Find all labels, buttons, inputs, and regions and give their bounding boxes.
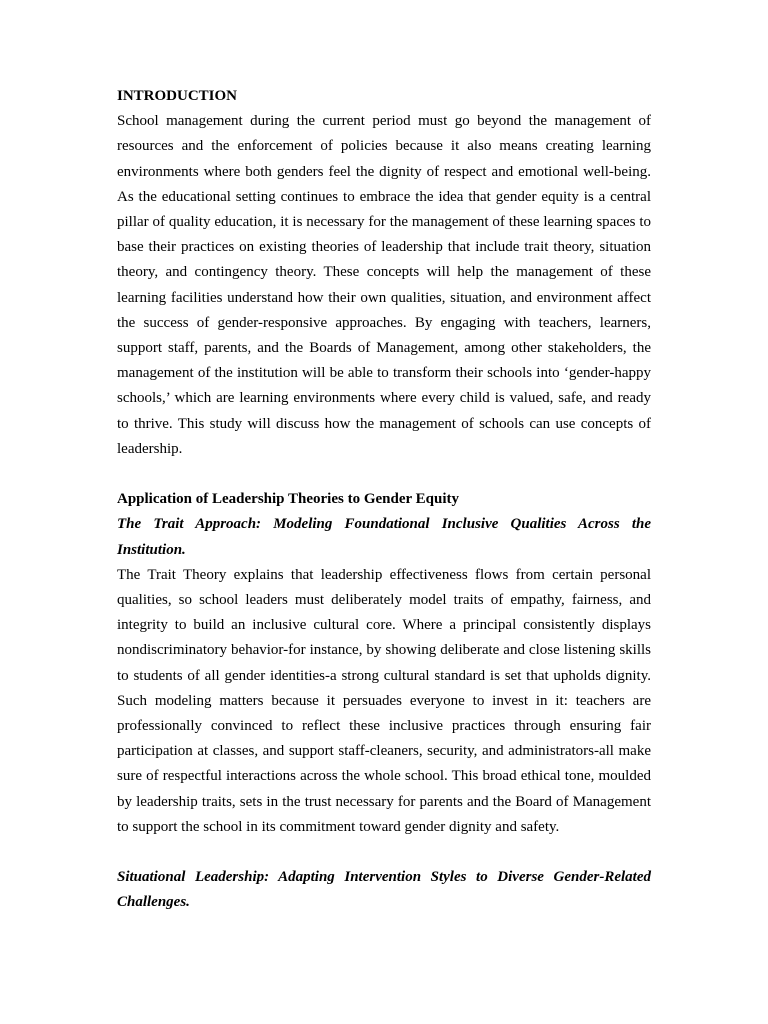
trait-paragraph: The Trait Theory explains that leadership effectiveness flows from certain personal qualities, so school leaders must deliberately model traits of empathy, fairness, and integrity to build an inclusive cultural core. Where a principal consistently displays nondiscriminatory behavior-for instance, by showing deliberate and close listening skills to students of all gender identities-a strong cultural standard is set that upholds dignity. Such modeling matters because it persuades everyone to invest in it: teachers are professionally convinced to reflect these inclusive practices through ensuring fair participation at classes, and support staff-cleaners, security, and administrators-all make sure of respectful interactions across the whole school. This broad ethical tone, moulded by leadership traits, sets in the trust necessary for parents and the Board of Management to support the school in its commitment toward gender dignity and safety.: [117, 566, 651, 835]
document-page: [117, 84, 651, 916]
paragraph-gap: [117, 840, 651, 865]
section-heading: Application of Leadership Theories to Gender Equity: [117, 491, 459, 508]
intro-heading: INTRODUCTION: [117, 88, 238, 104]
paragraph-gap: [117, 462, 651, 487]
intro-paragraph: School management during the current period must go beyond the management of resources and the enforcement of policies because it also means creating learning environments where both genders feel the dignity of respect and emotional well-being. As the educational setting continues to embrace the idea that gender equity is a central pillar of quality education, it is necessary for the management of these learning spaces to base their practices on existing theories of leadership that include trait theory, situation theory, and contingency theory. These concepts will help the management of these learning facilities understand how their own qualities, situation, and environment affect the success of gender-responsive approaches. By engaging with teachers, learners, support staff, parents, and the Boards of Management, among other stakeholders, the management of the institution will be able to transform their schools into ‘gender-happy schools,’ which are learning environments where every child is valued, safe, and ready to thrive. This study will discuss how the management of schools can use concepts of leadership.: [117, 113, 651, 457]
trait-subheading: The Trait Approach: Modeling Foundational Inclusive Qualities Across the Institution.: [117, 516, 651, 558]
situational-subheading: Situational Leadership: Adapting Intervention Styles to Diverse Gender-Related Challenges.: [117, 869, 651, 911]
